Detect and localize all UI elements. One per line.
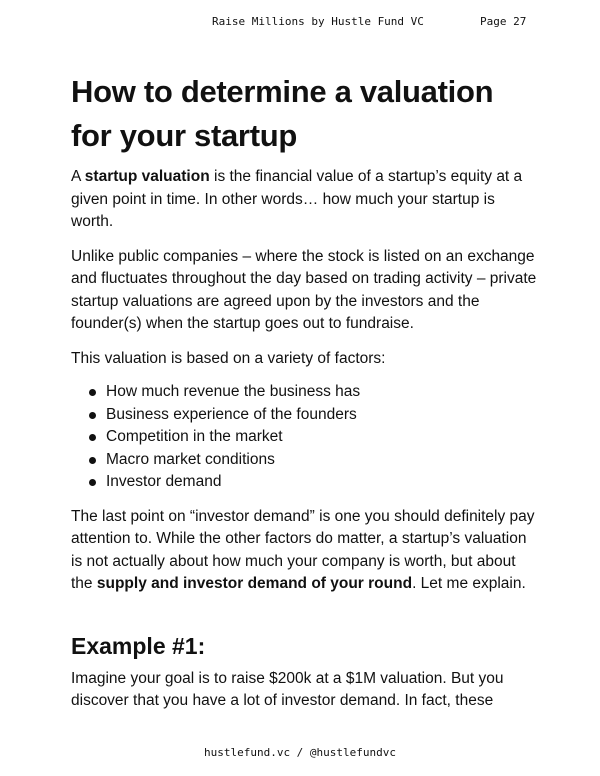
intro-paragraph: A startup valuation is the financial value of a startup’s equity at a given point in time. In other words… how much your startup is worth. — [71, 168, 523, 230]
example-heading: Example #1: — [71, 632, 206, 659]
term-startup-valuation: startup valuation — [84, 168, 210, 185]
page-content — [71, 70, 541, 713]
factors-intro: This valuation is based on a variety of factors: — [71, 349, 386, 367]
page-footer: hustlefund.vc / @hustlefundvc — [203, 746, 397, 759]
public-vs-private-paragraph: Unlike public companies – where the stock is listed on an exchange and fluctuates throughout the day based on trading activity – private startup valuations are agreed upon by the investors and the founder(s) when the startup goes out to fundraise. — [71, 247, 537, 332]
list-item: Business experience of the founders — [71, 404, 541, 427]
page-title: How to determine a valuation for your startup — [71, 74, 494, 153]
list-item: Competition in the market — [71, 426, 541, 449]
investor-demand-paragraph: The last point on “investor demand” is one you should definitely pay attention to. While the other factors do matter, a startup’s valuation is not actually about how much your company is worth, but about the supply and investor demand of your round. Let me explain. — [71, 507, 535, 592]
book-title: Raise Millions by Hustle Fund VC — [212, 15, 424, 28]
page-header — [0, 15, 600, 35]
list-item: Macro market conditions — [71, 449, 541, 472]
page-number: Page 27 — [480, 15, 527, 28]
list-item: Investor demand — [71, 471, 541, 494]
term-supply-demand: supply and investor demand of your round — [96, 575, 413, 592]
factors-list — [71, 381, 541, 494]
example-paragraph: Imagine your goal is to raise $200k at a $1M valuation. But you discover that you have a lot of investor demand. In fact, these — [71, 669, 504, 709]
list-item: How much revenue the business has — [71, 381, 541, 404]
